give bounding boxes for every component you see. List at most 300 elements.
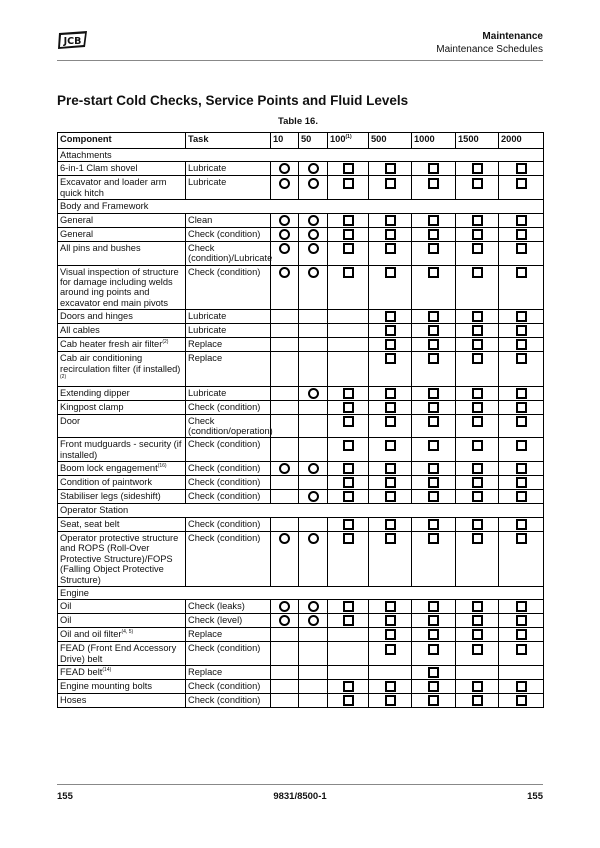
interval-cell [456,265,499,310]
square-service-icon [343,601,354,612]
square-service-icon [428,229,439,240]
square-service-icon [343,402,354,413]
table-row [58,338,544,352]
square-service-icon [472,533,483,544]
square-service-icon [428,644,439,655]
interval-cell [456,614,499,628]
interval-cell [271,614,299,628]
column-header: 10 [271,133,299,149]
interval-cell [456,531,499,586]
interval-cell [456,400,499,414]
interval-cell [328,614,369,628]
interval-cell [412,628,456,642]
circle-check-icon [279,615,290,626]
square-service-icon [472,681,483,692]
circle-check-icon [308,267,319,278]
interval-cell [271,352,299,386]
task-cell: Lubricate [186,162,271,176]
column-header: 1000 [412,133,456,149]
circle-check-icon [279,229,290,240]
interval-cell [499,162,544,176]
square-service-icon [428,440,439,451]
task-cell: Check (condition) [186,265,271,310]
table-row [58,414,544,438]
component-cell: Oil [58,614,186,628]
table-row [58,176,544,200]
square-service-icon [343,388,354,399]
square-service-icon [428,339,439,350]
interval-cell [456,490,499,504]
square-service-icon [472,601,483,612]
interval-cell [271,476,299,490]
interval-cell [299,310,328,324]
square-service-icon [343,178,354,189]
interval-cell [369,642,412,666]
square-service-icon [472,491,483,502]
square-service-icon [428,629,439,640]
footer-page-number-right: 155 [527,791,543,802]
square-service-icon [428,695,439,706]
interval-cell [328,517,369,531]
table-row [58,162,544,176]
interval-cell [499,694,544,708]
table-row [58,462,544,476]
table-row [58,680,544,694]
component-cell: Engine mounting bolts [58,680,186,694]
interval-cell [456,476,499,490]
table-row [58,213,544,227]
interval-cell [299,628,328,642]
square-service-icon [385,695,396,706]
square-service-icon [385,491,396,502]
component-cell: Extending dipper [58,386,186,400]
interval-cell [456,338,499,352]
table-row [58,476,544,490]
section-row [58,200,544,213]
component-cell: Visual inspection of structure for damage including welds around ing points and excavator end main pivots [58,265,186,310]
square-service-icon [472,267,483,278]
interval-cell [499,614,544,628]
interval-cell [328,241,369,265]
component-cell: Front mudguards - security (if installed) [58,438,186,462]
interval-cell [299,414,328,438]
square-service-icon [385,440,396,451]
circle-check-icon [308,178,319,189]
interval-cell [271,265,299,310]
square-service-icon [428,615,439,626]
task-cell: Lubricate [186,310,271,324]
interval-cell [412,438,456,462]
square-service-icon [428,533,439,544]
interval-cell [369,338,412,352]
task-cell: Replace [186,338,271,352]
interval-cell [369,680,412,694]
table-header-row [58,133,544,149]
interval-cell [369,476,412,490]
interval-cell [456,600,499,614]
task-cell: Lubricate [186,386,271,400]
interval-cell [271,414,299,438]
component-cell: Condition of paintwork [58,476,186,490]
square-service-icon [516,243,527,254]
interval-cell [499,531,544,586]
page-title: Pre-start Cold Checks, Service Points and Fluid Levels [57,93,409,108]
interval-cell [271,162,299,176]
square-service-icon [385,311,396,322]
interval-cell [369,694,412,708]
square-service-icon [385,644,396,655]
interval-cell [299,241,328,265]
square-service-icon [343,215,354,226]
footnote-ref: (16) [157,463,167,470]
interval-cell [499,490,544,504]
interval-cell [499,338,544,352]
square-service-icon [385,681,396,692]
interval-cell [328,666,369,680]
square-service-icon [385,339,396,350]
interval-cell [456,310,499,324]
component-cell: Oil and oil filter$^{(4, 5)}$ [58,628,186,642]
interval-cell [412,490,456,504]
square-service-icon [516,440,527,451]
component-cell: FEAD belt$^{(14)}$ [58,666,186,680]
square-service-icon [343,681,354,692]
interval-cell [299,324,328,338]
task-cell: Lubricate [186,324,271,338]
interval-cell [412,666,456,680]
square-service-icon [516,681,527,692]
component-cell: Oil [58,600,186,614]
interval-cell [369,324,412,338]
interval-cell [412,213,456,227]
table-row [58,386,544,400]
square-service-icon [516,215,527,226]
square-service-icon [472,644,483,655]
circle-check-icon [308,215,319,226]
circle-check-icon [308,601,319,612]
table-row [58,694,544,708]
table-row [58,438,544,462]
interval-cell [369,241,412,265]
square-service-icon [428,667,439,678]
footer-divider [57,784,543,785]
table-caption: Table 16. [278,116,318,127]
interval-cell [299,265,328,310]
interval-cell [271,628,299,642]
task-cell: Check (leaks) [186,600,271,614]
circle-check-icon [279,215,290,226]
square-service-icon [516,491,527,502]
square-service-icon [472,629,483,640]
component-cell: Doors and hinges [58,310,186,324]
interval-cell [299,642,328,666]
square-service-icon [472,388,483,399]
interval-cell [499,642,544,666]
interval-cell [412,227,456,241]
square-service-icon [385,477,396,488]
square-service-icon [385,353,396,364]
square-service-icon [385,215,396,226]
component-cell: Excavator and loader arm quick hitch [58,176,186,200]
task-cell: Check (condition) [186,400,271,414]
square-service-icon [343,440,354,451]
footnote-ref: (2) [60,374,67,381]
interval-cell [456,628,499,642]
square-service-icon [385,463,396,474]
task-cell: Check (condition) [186,531,271,586]
interval-cell [369,227,412,241]
interval-cell [299,666,328,680]
interval-cell [499,227,544,241]
circle-check-icon [308,229,319,240]
interval-cell [369,600,412,614]
interval-cell [369,614,412,628]
circle-check-icon [308,463,319,474]
square-service-icon [428,681,439,692]
column-header: 2000 [499,133,544,149]
interval-cell [299,490,328,504]
interval-cell [299,614,328,628]
interval-cell [369,438,412,462]
interval-cell [328,265,369,310]
square-service-icon [472,325,483,336]
interval-cell [328,600,369,614]
task-cell: Check (condition/operation) [186,414,271,438]
interval-cell [412,600,456,614]
section-row [58,504,544,517]
interval-cell [328,227,369,241]
interval-cell [271,176,299,200]
interval-cell [412,265,456,310]
square-service-icon [428,163,439,174]
square-service-icon [472,615,483,626]
table-row [58,400,544,414]
interval-cell [499,213,544,227]
square-service-icon [343,163,354,174]
task-cell: Check (condition) [186,680,271,694]
interval-cell [456,414,499,438]
square-service-icon [516,416,527,427]
square-service-icon [516,519,527,530]
component-cell: Seat, seat belt [58,517,186,531]
interval-cell [412,241,456,265]
square-service-icon [516,163,527,174]
interval-cell [271,400,299,414]
task-cell: Replace [186,628,271,642]
interval-cell [328,642,369,666]
interval-cell [271,310,299,324]
square-service-icon [516,463,527,474]
square-service-icon [343,615,354,626]
interval-cell [499,386,544,400]
square-service-icon [428,325,439,336]
task-cell: Replace [186,666,271,680]
interval-cell [328,628,369,642]
interval-cell [412,476,456,490]
interval-cell [369,352,412,386]
interval-cell [412,386,456,400]
interval-cell [328,414,369,438]
task-cell: Check (level) [186,614,271,628]
task-cell: Check (condition) [186,490,271,504]
interval-cell [499,680,544,694]
circle-check-icon [279,163,290,174]
square-service-icon [428,477,439,488]
square-service-icon [343,519,354,530]
square-service-icon [516,353,527,364]
square-service-icon [343,695,354,706]
interval-cell [369,490,412,504]
interval-cell [328,680,369,694]
interval-cell [299,400,328,414]
square-service-icon [472,440,483,451]
square-service-icon [385,601,396,612]
square-service-icon [472,519,483,530]
table-row [58,227,544,241]
task-cell: Check (condition) [186,476,271,490]
square-service-icon [343,243,354,254]
square-service-icon [516,388,527,399]
interval-cell [369,517,412,531]
interval-cell [456,213,499,227]
interval-cell [299,352,328,386]
circle-check-icon [279,533,290,544]
interval-cell [412,352,456,386]
jcb-logo [57,30,89,50]
component-cell: Boom lock engagement$^{(16)}$ [58,462,186,476]
square-service-icon [428,463,439,474]
interval-cell [328,338,369,352]
interval-cell [271,324,299,338]
square-service-icon [516,601,527,612]
circle-check-icon [308,243,319,254]
interval-cell [499,666,544,680]
column-header: 1500 [456,133,499,149]
square-service-icon [472,311,483,322]
interval-cell [299,213,328,227]
task-cell: Check (condition) [186,694,271,708]
square-service-icon [428,601,439,612]
interval-cell [369,400,412,414]
interval-cell [456,680,499,694]
interval-cell [271,241,299,265]
interval-cell [412,324,456,338]
interval-cell [328,694,369,708]
interval-cell [369,414,412,438]
square-service-icon [428,353,439,364]
interval-cell [369,213,412,227]
interval-cell [271,462,299,476]
square-service-icon [385,243,396,254]
table-row [58,517,544,531]
interval-cell [299,227,328,241]
interval-cell [412,614,456,628]
interval-cell [299,462,328,476]
section-label: Engine [58,586,544,599]
interval-cell [299,680,328,694]
interval-cell [499,462,544,476]
column-header: 500 [369,133,412,149]
square-service-icon [385,229,396,240]
interval-cell [328,352,369,386]
interval-cell [412,680,456,694]
square-service-icon [516,533,527,544]
interval-cell [299,694,328,708]
square-service-icon [472,339,483,350]
component-cell: Operator protective structure and ROPS (Roll-Over Protective Structure)/FOPS (Falling Object Protective Structure) [58,531,186,586]
interval-cell [328,490,369,504]
logo-text: JCB [63,36,82,47]
square-service-icon [472,229,483,240]
square-service-icon [428,491,439,502]
square-service-icon [428,178,439,189]
component-cell: General [58,227,186,241]
task-cell: Replace [186,352,271,386]
interval-cell [328,462,369,476]
square-service-icon [343,491,354,502]
interval-cell [299,162,328,176]
interval-cell [271,338,299,352]
interval-cell [271,666,299,680]
column-header: Task [186,133,271,149]
interval-cell [328,213,369,227]
interval-cell [369,531,412,586]
task-cell: Check (condition)/Lubricate [186,241,271,265]
square-service-icon [343,416,354,427]
circle-check-icon [308,491,319,502]
interval-cell [499,628,544,642]
table-row [58,310,544,324]
component-cell: Cab heater fresh air filter$^{(2)}$ [58,338,186,352]
square-service-icon [385,163,396,174]
interval-cell [299,438,328,462]
footer-document-number: 9831/8500-1 [273,791,327,802]
interval-cell [412,414,456,438]
interval-cell [328,162,369,176]
square-service-icon [516,644,527,655]
circle-check-icon [279,178,290,189]
interval-cell [456,162,499,176]
interval-cell [412,176,456,200]
square-service-icon [385,629,396,640]
interval-cell [412,338,456,352]
interval-cell [328,400,369,414]
interval-cell [456,352,499,386]
circle-check-icon [308,533,319,544]
square-service-icon [428,215,439,226]
interval-cell [499,310,544,324]
square-service-icon [343,463,354,474]
square-service-icon [516,325,527,336]
component-cell: Door [58,414,186,438]
interval-cell [328,438,369,462]
interval-cell [499,241,544,265]
interval-cell [299,476,328,490]
header-subtitle: Maintenance Schedules [436,44,543,55]
section-label: Operator Station [58,504,544,517]
interval-cell [271,386,299,400]
square-service-icon [472,477,483,488]
header-divider [57,60,543,61]
circle-check-icon [308,163,319,174]
column-header: 50 [299,133,328,149]
interval-cell [412,400,456,414]
square-service-icon [516,695,527,706]
table-row [58,490,544,504]
component-cell: General [58,213,186,227]
interval-cell [499,265,544,310]
interval-cell [456,438,499,462]
